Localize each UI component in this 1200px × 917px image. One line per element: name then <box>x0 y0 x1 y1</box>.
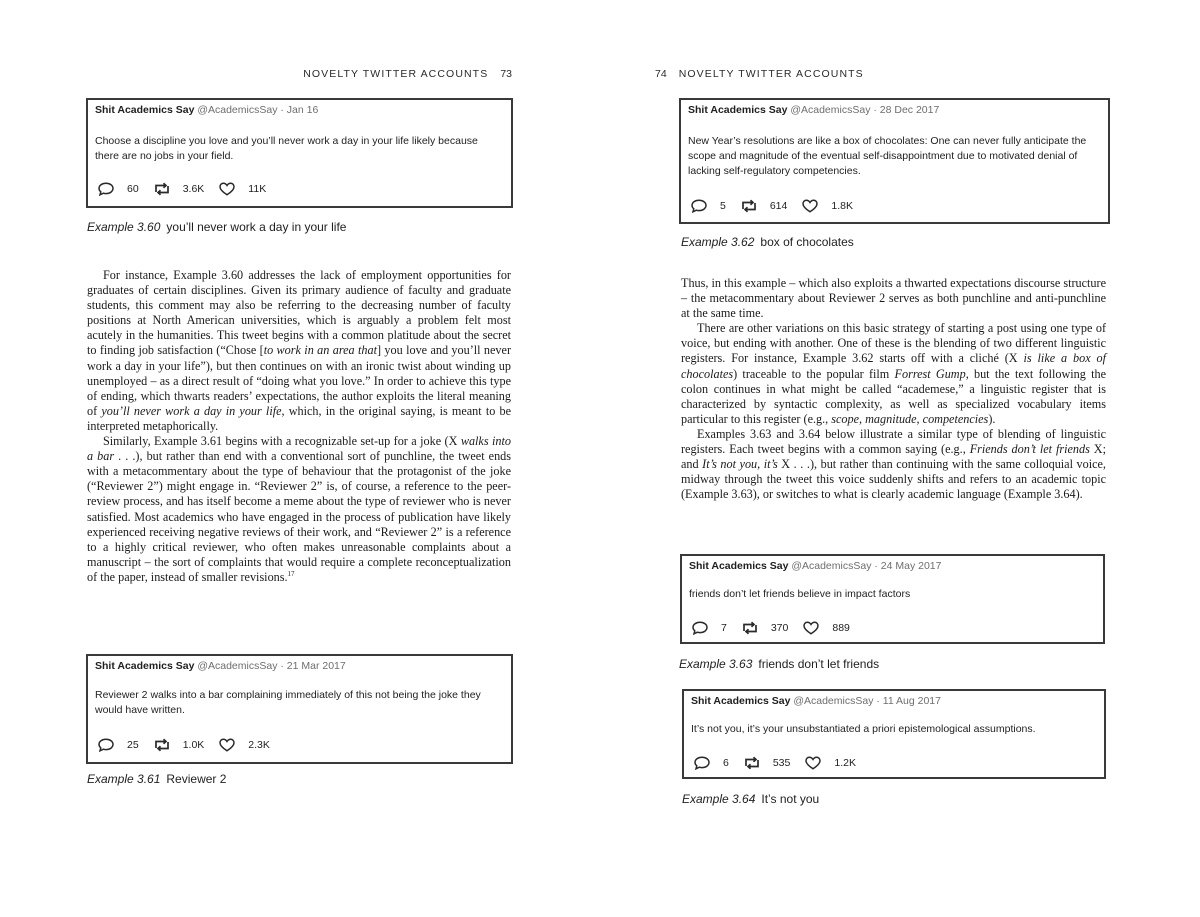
caption-3-63: Example 3.63 friends don’t let friends <box>679 657 880 671</box>
reply-icon <box>97 738 115 752</box>
tweet-author: Shit Academics Say <box>689 560 789 572</box>
paragraph: For instance, Example 3.60 addresses the lack of employment opportunities for graduates of certain disciplines. Given its primary audience of faculty and graduate students, this comment may also be referring to the decreasing number of faculty positions at North American universities, which is arguably a problem felt most acutely in the humanities. This tweet begins with a common platitude about the secret to finding job satisfaction (“Chose [to work in an area that] you love and you’ll never work a day in your life”), but then continues on with an ironic twist about winding up unemployed – as a direct result of “doing what you love.” In order to achieve this type of ending, which thwarts readers’ expectations, the author exploits the literal meaning of you’ll never work a day in your life, which, in the original saying, is meant to be interpreted metaphorically. <box>87 268 511 433</box>
tweet-handle-date: @AcademicsSay · Jan 16 <box>197 104 319 116</box>
like-count: 1.8K <box>831 200 853 212</box>
reply-icon <box>690 199 708 213</box>
reply-icon <box>693 756 711 770</box>
reply-count: 25 <box>127 739 139 751</box>
tweet-handle-date: @AcademicsSay · 11 Aug 2017 <box>793 695 941 707</box>
like-icon <box>801 199 819 213</box>
tweet-header <box>691 695 941 707</box>
reply-icon <box>97 182 115 196</box>
caption-3-60: Example 3.60 you’ll never work a day in your life <box>87 220 347 234</box>
tweet-header <box>689 560 942 572</box>
tweet-handle-date: @AcademicsSay · 21 Mar 2017 <box>197 660 346 672</box>
retweet-count: 1.0K <box>182 739 205 751</box>
reply-count: 6 <box>723 757 729 769</box>
paragraph: Similarly, Example 3.61 begins with a recognizable set-up for a joke (X walks into a bar . . .), but rather than end with a conventional sort of punchline, the tweet ends with a metacommentary about the type of behaviour that the protagonist of the joke (“Reviewer 2”) might engage in. “Reviewer 2” is, of course, a reference to the peer-review process, and has itself become a meme about the type of reviewer who is never satisfied. Most academics who have engaged in the process of publication have likely experienced receiving negative reviews of their work, and “Reviewer 2” is a reference to a highly critical reviewer, who often makes unreasonable complaints about a manuscript – the sort of complaints that would require a complete reconceptualization of the paper, instead of smaller revisions.$^{17}$ <box>87 434 511 584</box>
tweet-card-3-60 <box>86 98 513 208</box>
tweet-stats <box>97 738 284 752</box>
like-count: 11K <box>248 183 267 195</box>
running-head-left: NOVELTY TWITTER ACCOUNTS 73 <box>303 68 512 80</box>
tweet-text: Reviewer 2 walks into a bar complaining immediately of this not being the joke they would have written. <box>95 689 481 716</box>
tweet-card-3-64 <box>682 689 1106 779</box>
tweet-author: Shit Academics Say <box>691 695 791 707</box>
retweet-icon <box>743 756 761 770</box>
tweet-stats <box>693 756 870 770</box>
paragraph: There are other variations on this basic strategy of starting a post using one type of voice, but ending with another. One of these is the blending of two different linguistic registers. For instance, Example 3.62 starts off with a cliché (X is like a box of chocolates) traceable to the popular film Forrest Gump, but the text following the colon continues in what might be called “academese,” a linguistic register that is characterized by syntactic complexity, as well as specialized vocabulary items particular to this register (e.g., scope, magnitude, competencies). <box>681 321 1106 426</box>
caption-3-64: Example 3.64 It’s not you <box>682 792 820 806</box>
body-text-left <box>87 268 511 585</box>
reply-count: 60 <box>127 183 139 195</box>
like-count: 1.2K <box>834 757 856 769</box>
reply-count: 7 <box>721 622 727 634</box>
tweet-header <box>95 660 346 672</box>
page-number-right: 74 <box>655 68 667 80</box>
page-number-left: 73 <box>500 68 512 80</box>
retweet-count: 535 <box>772 757 791 769</box>
tweet-author: Shit Academics Say <box>95 104 195 116</box>
reply-icon <box>691 621 709 635</box>
tweet-text: friends don’t let friends believe in impact factors <box>689 588 911 600</box>
footnote-marker: 17 <box>287 569 295 578</box>
paragraph: Thus, in this example – which also exploits a thwarted expectations discourse structure – the metacommentary about Reviewer 2 serves as both punchline and anti-punchline at the same time. <box>681 276 1106 321</box>
retweet-icon <box>741 621 759 635</box>
retweet-icon <box>153 182 171 196</box>
caption-3-61: Example 3.61 Reviewer 2 <box>87 772 227 786</box>
retweet-count: 3.6K <box>182 183 205 195</box>
tweet-handle-date: @AcademicsSay · 24 May 2017 <box>791 560 942 572</box>
right-page <box>600 0 1200 917</box>
retweet-count: 370 <box>770 622 789 634</box>
tweet-stats <box>97 182 280 196</box>
tweet-header <box>688 104 939 116</box>
retweet-count: 614 <box>769 200 788 212</box>
reply-count: 5 <box>720 200 726 212</box>
like-count: 889 <box>832 622 850 634</box>
like-icon <box>802 621 820 635</box>
like-count: 2.3K <box>248 739 270 751</box>
tweet-card-3-63 <box>680 554 1105 644</box>
like-icon <box>218 182 236 196</box>
tweet-author: Shit Academics Say <box>688 104 788 116</box>
tweet-handle-date: @AcademicsSay · 28 Dec 2017 <box>790 104 940 116</box>
body-text-right <box>681 276 1106 502</box>
tweet-stats <box>690 199 867 213</box>
like-icon <box>804 756 822 770</box>
tweet-card-3-62 <box>679 98 1110 224</box>
caption-3-62: Example 3.62 box of chocolates <box>681 235 854 249</box>
retweet-icon <box>153 738 171 752</box>
tweet-card-3-61 <box>86 654 513 764</box>
like-icon <box>218 738 236 752</box>
tweet-author: Shit Academics Say <box>95 660 195 672</box>
tweet-text: Choose a discipline you love and you’ll never work a day in your life likely because there are no jobs in your field. <box>95 135 478 162</box>
retweet-icon <box>740 199 758 213</box>
paragraph: Examples 3.63 and 3.64 below illustrate a similar type of blending of linguistic registers. Each tweet begins with a common saying (e.g., Friends don’t let friends X; and It’s not you, it’s X . . .), but rather than continuing with the same colloquial voice, midway through the tweet this voice suddenly shifts and refers to an academic topic (Example 3.63), or switches to what is clearly academic language (Example 3.64). <box>681 426 1106 502</box>
tweet-text: New Year’s resolutions are like a box of chocolates: One can never fully anticipate the scope and magnitude of the eventual self-disappointment due to motivated denial of lacking self-regulatory competencies. <box>688 135 1087 177</box>
running-head-right: 74 NOVELTY TWITTER ACCOUNTS <box>655 68 864 80</box>
tweet-header <box>95 104 318 116</box>
tweet-stats <box>691 621 864 635</box>
tweet-text: It’s not you, it’s your unsubstantiated a priori epistemological assumptions. <box>691 723 1036 735</box>
